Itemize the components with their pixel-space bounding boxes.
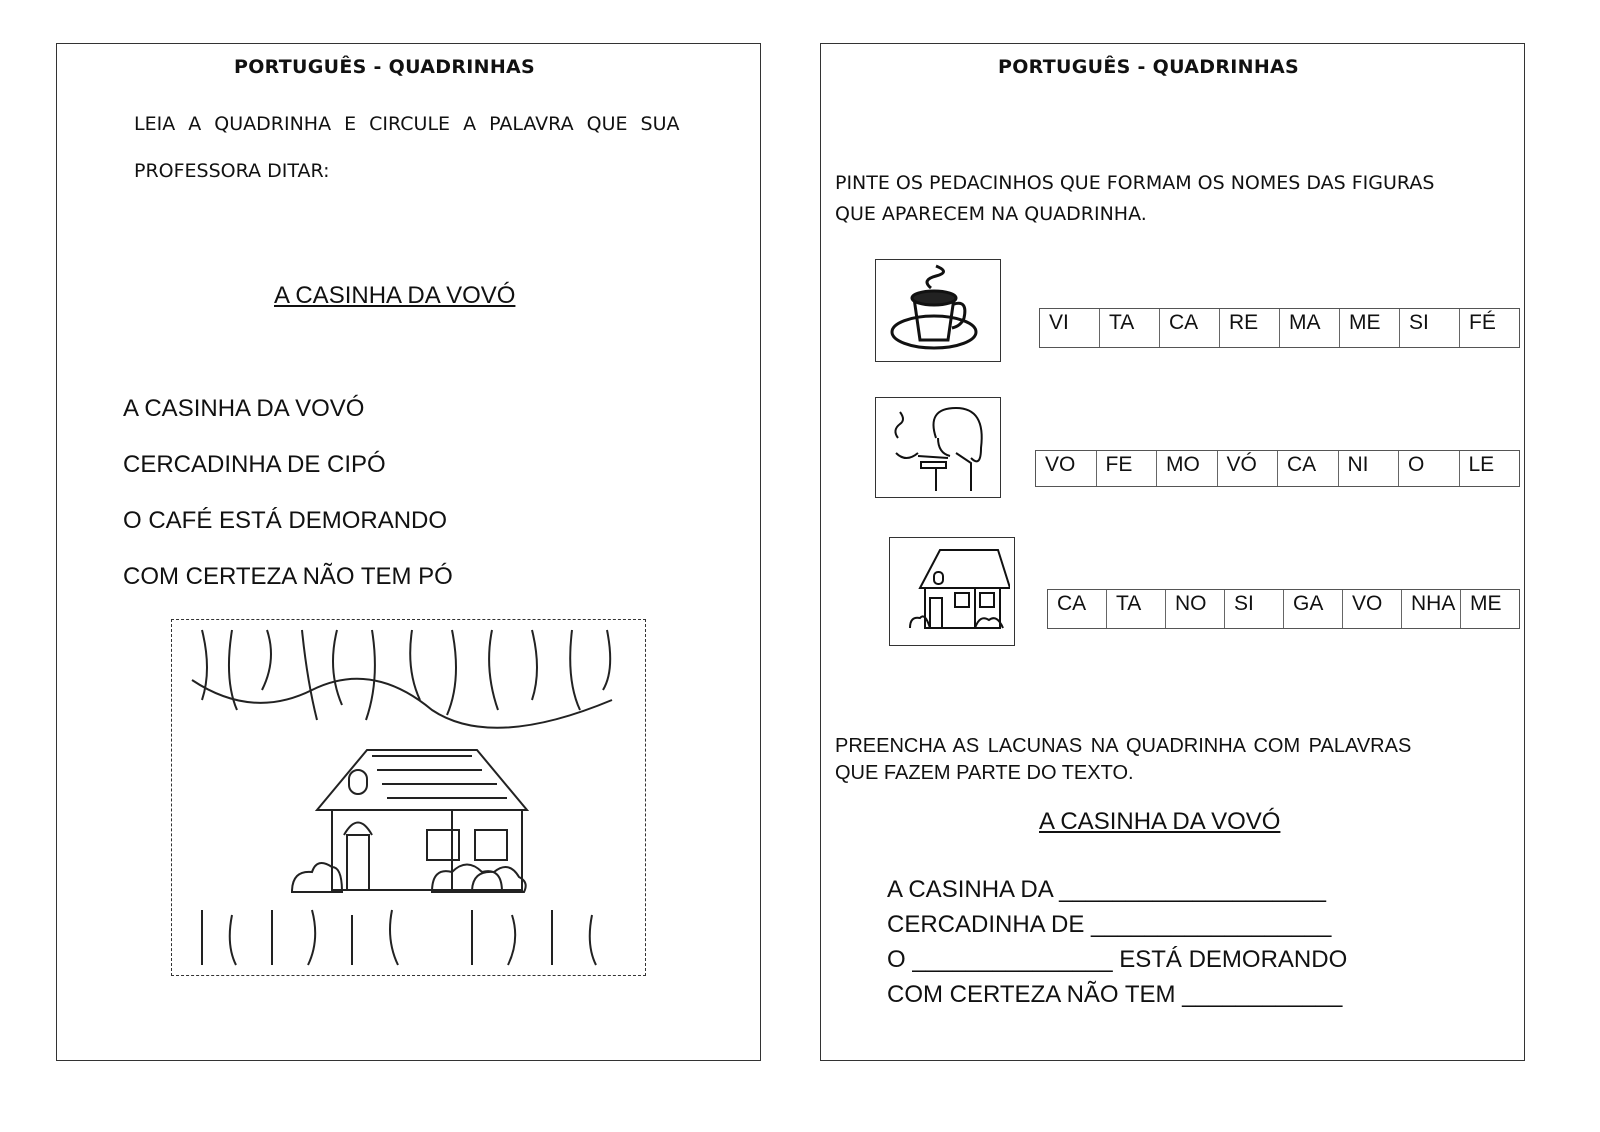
syllable-cell[interactable]: O: [1398, 451, 1459, 486]
left-instruction-line2: PROFESSORA DITAR:: [134, 160, 330, 182]
poem-line: A CASINHA DA VOVÓ: [123, 395, 365, 422]
syllable-cell[interactable]: CA: [1159, 309, 1219, 347]
right-header: PORTUGUÊS - QUADRINHAS: [998, 56, 1300, 78]
syllable-cell[interactable]: ME: [1460, 590, 1519, 628]
syllable-cell[interactable]: TA: [1106, 590, 1165, 628]
syllable-row: [1047, 589, 1520, 629]
grandma-icon: [876, 398, 996, 494]
grandma-picture: [875, 397, 1001, 498]
left-instruction-line1: LEIA A QUADRINHA E CIRCULE A PALAVRA QUE SUA: [134, 113, 680, 135]
syllable-cell[interactable]: VO: [1045, 453, 1076, 476]
fill-line[interactable]: A CASINHA DA ____________________: [887, 876, 1327, 903]
right-poem-title: A CASINHA DA VOVÓ: [1039, 808, 1281, 835]
left-poem-title: A CASINHA DA VOVÓ: [274, 282, 516, 309]
right-instruction2-line2: QUE FAZEM PARTE DO TEXTO.: [835, 762, 1134, 784]
syllable-cell[interactable]: LE: [1459, 451, 1520, 486]
syllable-cell[interactable]: VI: [1049, 311, 1069, 334]
syllable-cell[interactable]: FÉ: [1459, 309, 1519, 347]
syllable-cell[interactable]: TA: [1099, 309, 1159, 347]
syllable-cell[interactable]: MA: [1279, 309, 1339, 347]
syllable-row: [1035, 450, 1520, 487]
syllable-cell[interactable]: SI: [1399, 309, 1459, 347]
fill-line[interactable]: COM CERTEZA NÃO TEM ____________: [887, 981, 1343, 1008]
syllable-cell[interactable]: RE: [1219, 309, 1279, 347]
right-instruction1-line1: PINTE OS PEDACINHOS QUE FORMAM OS NOMES DAS FIGURAS: [835, 172, 1435, 194]
coffee-cup-icon: [876, 260, 996, 358]
house-picture: [889, 537, 1015, 646]
syllable-cell[interactable]: NO: [1165, 590, 1224, 628]
syllable-cell[interactable]: NHA: [1401, 590, 1460, 628]
right-instruction1-line2: QUE APARECEM NA QUADRINHA.: [835, 203, 1147, 225]
poem-line: O CAFÉ ESTÁ DEMORANDO: [123, 507, 448, 534]
coffee-cup-picture: [875, 259, 1001, 362]
poem-line: CERCADINHA DE CIPÓ: [123, 451, 386, 478]
fill-line[interactable]: O _______________ ESTÁ DEMORANDO: [887, 946, 1348, 973]
poem-line: COM CERTEZA NÃO TEM PÓ: [123, 563, 453, 590]
house-illustration: [171, 619, 646, 976]
syllable-cell[interactable]: VÓ: [1217, 451, 1278, 486]
syllable-cell[interactable]: SI: [1224, 590, 1283, 628]
syllable-cell[interactable]: GA: [1283, 590, 1342, 628]
syllable-cell[interactable]: CA: [1057, 592, 1087, 615]
fill-line[interactable]: CERCADINHA DE __________________: [887, 911, 1332, 938]
house-with-vines-icon: [172, 620, 644, 974]
syllable-cell[interactable]: VO: [1342, 590, 1401, 628]
syllable-cell[interactable]: ME: [1339, 309, 1399, 347]
syllable-cell[interactable]: CA: [1277, 451, 1338, 486]
left-header: PORTUGUÊS - QUADRINHAS: [234, 56, 536, 78]
syllable-cell[interactable]: FE: [1096, 451, 1157, 486]
syllable-cell[interactable]: NI: [1338, 451, 1399, 486]
syllable-cell[interactable]: MO: [1156, 451, 1217, 486]
right-instruction2-line1: PREENCHA AS LACUNAS NA QUADRINHA COM PALAVRAS: [835, 735, 1412, 757]
syllable-row: [1039, 308, 1520, 348]
house-icon: [890, 538, 1010, 642]
